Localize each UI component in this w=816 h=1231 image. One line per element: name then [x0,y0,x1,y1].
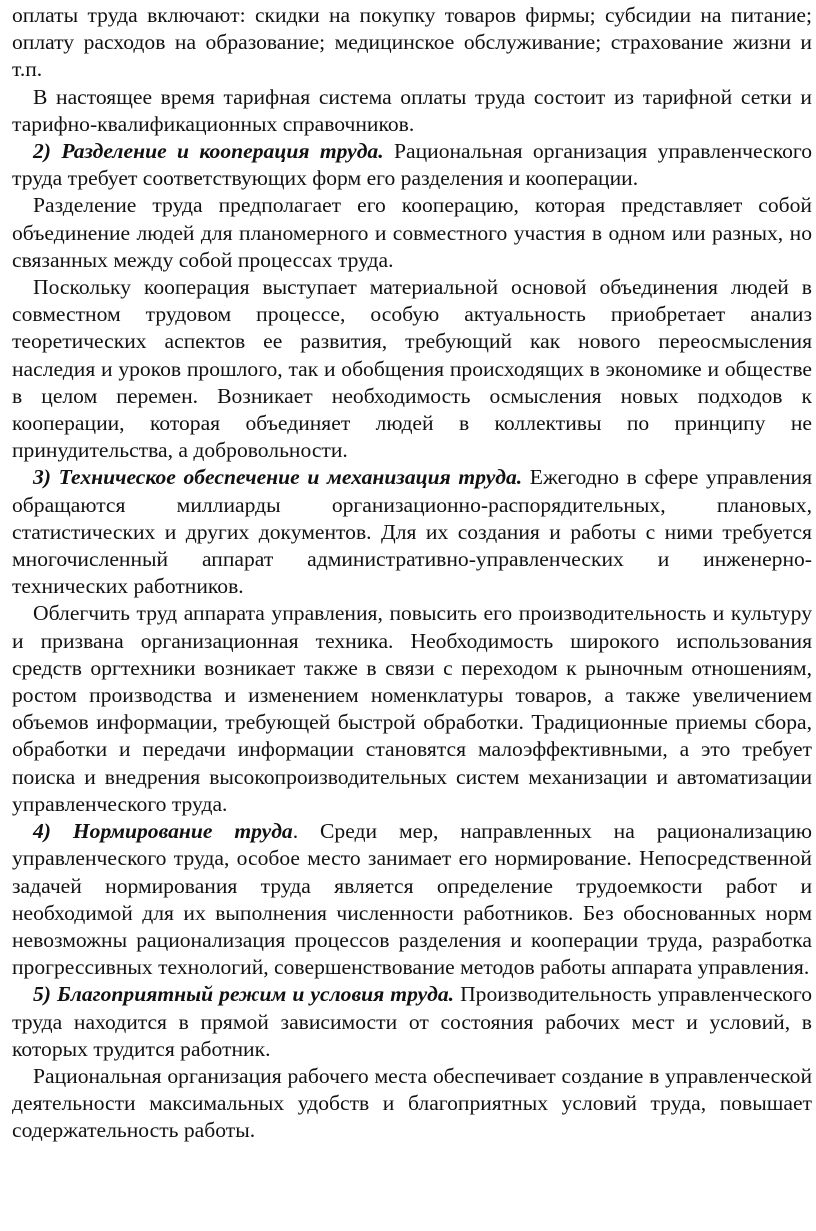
paragraph-8-text: . Среди мер, направленных на рационализацию управленческого труда, особое место занимает его нормирование. Непосредственной задачей нормирования труда является определение трудоемкости работ и необходимой для их выполнения численности работников. Без обоснованных норм невозможны рационализация процессов разделения и кооперации труда, разработка прогрессивных технологий, совершенствование методов работы аппарата управления. [12,819,813,980]
section-heading-4: 4) Нормирование труда [33,819,293,844]
paragraph-8 [12,818,812,981]
paragraph-7: Облегчить труд аппарата управления, повысить его производительность и культуру и призвана организационная техника. Необходимость широкого использования средств оргтехники возникает также в связи с переходом к рыночным отношениям, ростом производства и изменением номенклатуры товаров, а также увеличением объемов информации, требующей быстрой обработки. Традиционные приемы сбора, обработки и передачи информации становятся малоэффективными, а это требует поиска и внедрения высокопроизводительных систем механизации и автоматизации управленческого труда. [12,601,812,816]
document-page [12,2,812,1145]
paragraph-5: Поскольку кооперация выступает материальной основой объединения людей в совместном трудовом процессе, особую актуальность приобретает анализ теоретических аспектов ее развития, требующий как нового переосмысления наследия и уроков прошлого, так и обобщения происходящих в экономике и обществе в целом перемен. Возникает необходимость осмысления новых подходов к кооперации, которая объединяет людей в коллективы по принципу не принудительства, а добровольности. [12,275,812,463]
paragraph-2: В настоящее время тарифная система оплаты труда состоит из тарифной сетки и тарифно-квалификационных справочников. [12,84,812,136]
section-heading-3: 3) Техническое обеспечение и механизация труда. [33,465,523,490]
paragraph-6 [12,464,812,600]
paragraph-9-text: Производительность управленческого труда находится в прямой зависимости от состояния рабочих мест и условий, в которых трудится работник. [12,982,812,1061]
paragraph-3-text: Рациональная организация управленческого труда требует соответствующих форм его разделения и кооперации. [12,139,813,191]
paragraph-9 [12,981,812,1063]
paragraph-10: Рациональная организация рабочего места обеспечивает создание в управленческой деятельности максимальных удобств и благоприятных условий труда, повышает содержательность работы. [12,1063,812,1143]
section-heading-5: 5) Благоприятный режим и условия труда. [33,982,455,1007]
section-heading-2: 2) Разделение и кооперация труда. [33,139,384,164]
paragraph-3 [12,138,812,192]
paragraph-6-text: Ежегодно в сфере управления обращаются миллиарды организационно-распорядительных, плановых, статистических и других документов. Для их создания и работы с ними требуется многочисленный аппарат административно-управленческих и инженерно-технических работников. [12,465,813,599]
paragraph-4: Разделение труда предполагает его кооперацию, которая представляет собой объединение людей для планомерного и совместного участия в одном или разных, но связанных между собой процессах труда. [12,193,812,272]
paragraph-1: оплаты труда включают: скидки на покупку товаров фирмы; субсидии на питание; оплату расходов на образование; медицинское обслуживание; страхование жизни и т.п. [12,3,812,82]
